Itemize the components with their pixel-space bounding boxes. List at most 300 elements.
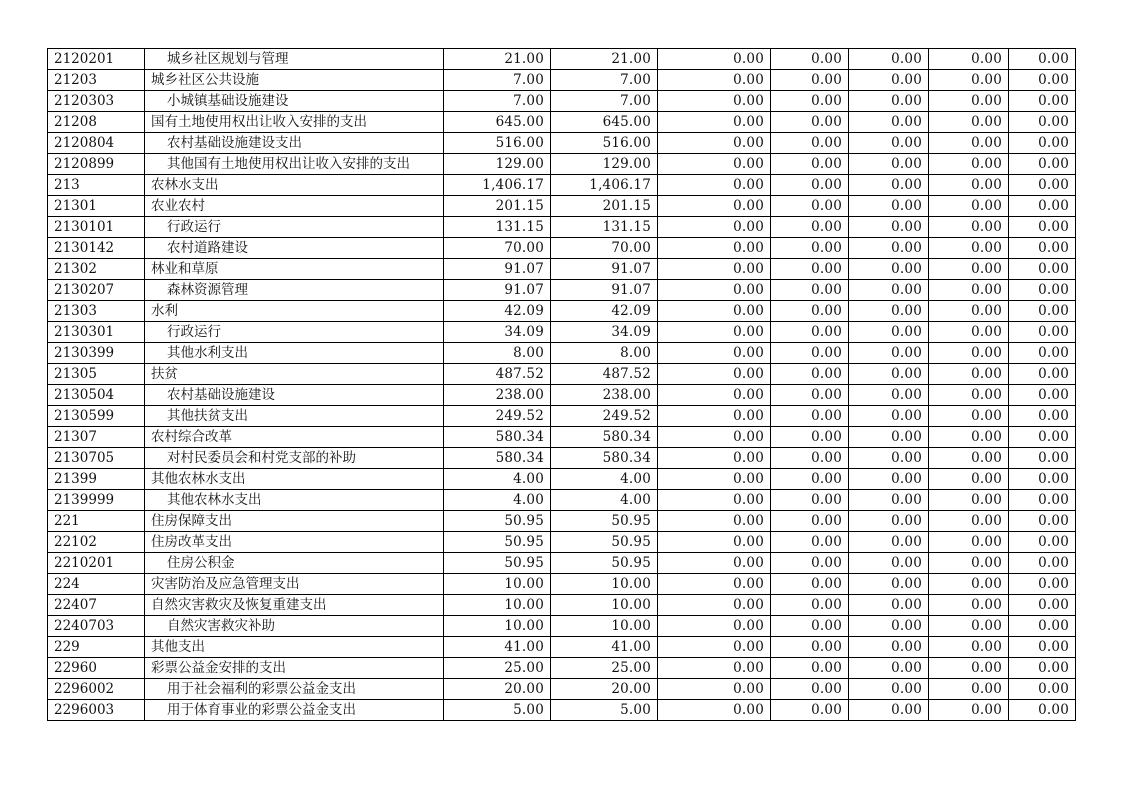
table-row [48,448,1076,469]
amount-cell: 0.00 [1009,133,1076,154]
table-row [48,259,1076,280]
subject-name-cell: 森林资源管理 [145,280,444,301]
amount-cell: 0.00 [849,637,929,658]
amount-cell: 0.00 [771,637,849,658]
amount-cell: 20.00 [551,679,658,700]
subject-name-cell: 城乡社区公共设施 [145,70,444,91]
amount-cell: 0.00 [771,406,849,427]
amount-cell: 0.00 [849,406,929,427]
amount-cell: 645.00 [444,112,551,133]
amount-cell: 0.00 [1009,238,1076,259]
amount-cell: 0.00 [929,364,1009,385]
subject-code-cell: 2130705 [48,448,145,469]
amount-cell: 70.00 [444,238,551,259]
subject-code-cell: 21399 [48,469,145,490]
subject-name-cell: 农村基础设施建设 [145,385,444,406]
amount-cell: 0.00 [658,112,771,133]
amount-cell: 0.00 [929,469,1009,490]
amount-cell: 0.00 [658,259,771,280]
subject-name-cell: 小城镇基础设施建设 [145,91,444,112]
subject-name-cell: 对村民委员会和村党支部的补助 [145,448,444,469]
amount-cell: 0.00 [658,616,771,637]
amount-cell: 4.00 [551,469,658,490]
subject-name-cell: 住房保障支出 [145,511,444,532]
table-row [48,490,1076,511]
table-row [48,406,1076,427]
subject-code-cell: 22102 [48,532,145,553]
amount-cell: 0.00 [658,511,771,532]
amount-cell: 131.15 [444,217,551,238]
amount-cell: 0.00 [849,49,929,70]
amount-cell: 0.00 [771,70,849,91]
amount-cell: 0.00 [658,91,771,112]
amount-cell: 201.15 [444,196,551,217]
amount-cell: 0.00 [849,154,929,175]
table-row [48,700,1076,721]
amount-cell: 41.00 [444,637,551,658]
amount-cell: 0.00 [929,658,1009,679]
budget-expenditure-table [47,48,1076,721]
amount-cell: 0.00 [849,259,929,280]
amount-cell: 0.00 [658,49,771,70]
amount-cell: 0.00 [929,427,1009,448]
subject-name-cell: 其他农林水支出 [145,490,444,511]
amount-cell: 0.00 [658,196,771,217]
subject-name-cell: 住房公积金 [145,553,444,574]
amount-cell: 42.09 [551,301,658,322]
amount-cell: 50.95 [444,532,551,553]
subject-name-cell: 灾害防治及应急管理支出 [145,574,444,595]
amount-cell: 50.95 [444,511,551,532]
amount-cell: 7.00 [444,91,551,112]
amount-cell: 0.00 [849,616,929,637]
amount-cell: 0.00 [1009,658,1076,679]
amount-cell: 25.00 [551,658,658,679]
amount-cell: 0.00 [658,490,771,511]
amount-cell: 0.00 [1009,427,1076,448]
amount-cell: 0.00 [929,217,1009,238]
amount-cell: 0.00 [929,259,1009,280]
amount-cell: 0.00 [929,49,1009,70]
amount-cell: 50.95 [444,553,551,574]
amount-cell: 0.00 [771,259,849,280]
amount-cell: 0.00 [771,553,849,574]
subject-name-cell: 其他水利支出 [145,343,444,364]
amount-cell: 0.00 [849,574,929,595]
amount-cell: 238.00 [551,385,658,406]
amount-cell: 0.00 [658,385,771,406]
subject-name-cell: 其他扶贫支出 [145,406,444,427]
amount-cell: 0.00 [771,280,849,301]
amount-cell: 0.00 [929,406,1009,427]
amount-cell: 10.00 [444,616,551,637]
table-row [48,679,1076,700]
subject-code-cell: 21305 [48,364,145,385]
subject-name-cell: 农林水支出 [145,175,444,196]
subject-code-cell: 2120899 [48,154,145,175]
amount-cell: 0.00 [658,301,771,322]
amount-cell: 10.00 [444,574,551,595]
amount-cell: 0.00 [1009,364,1076,385]
amount-cell: 20.00 [444,679,551,700]
table-row [48,616,1076,637]
amount-cell: 8.00 [444,343,551,364]
amount-cell: 487.52 [551,364,658,385]
table-row [48,133,1076,154]
amount-cell: 0.00 [929,637,1009,658]
amount-cell: 0.00 [849,70,929,91]
table-row [48,112,1076,133]
amount-cell: 0.00 [658,343,771,364]
table-row [48,385,1076,406]
amount-cell: 0.00 [771,385,849,406]
amount-cell: 0.00 [1009,532,1076,553]
amount-cell: 0.00 [1009,406,1076,427]
amount-cell: 5.00 [444,700,551,721]
table-row [48,217,1076,238]
amount-cell: 0.00 [771,490,849,511]
amount-cell: 0.00 [1009,280,1076,301]
amount-cell: 0.00 [771,112,849,133]
amount-cell: 0.00 [849,385,929,406]
subject-code-cell: 22407 [48,595,145,616]
amount-cell: 0.00 [1009,301,1076,322]
amount-cell: 0.00 [771,364,849,385]
amount-cell: 0.00 [658,175,771,196]
amount-cell: 0.00 [849,175,929,196]
amount-cell: 0.00 [771,700,849,721]
table-row [48,280,1076,301]
amount-cell: 0.00 [1009,490,1076,511]
amount-cell: 0.00 [1009,196,1076,217]
amount-cell: 0.00 [849,448,929,469]
amount-cell: 0.00 [1009,469,1076,490]
amount-cell: 0.00 [658,406,771,427]
amount-cell: 21.00 [551,49,658,70]
amount-cell: 0.00 [1009,49,1076,70]
subject-code-cell: 21301 [48,196,145,217]
amount-cell: 0.00 [929,385,1009,406]
table-row [48,658,1076,679]
amount-cell: 1,406.17 [551,175,658,196]
amount-cell: 0.00 [929,679,1009,700]
table-row [48,196,1076,217]
amount-cell: 0.00 [929,532,1009,553]
amount-cell: 0.00 [849,112,929,133]
amount-cell: 0.00 [849,490,929,511]
amount-cell: 0.00 [771,448,849,469]
amount-cell: 0.00 [771,574,849,595]
amount-cell: 0.00 [658,637,771,658]
amount-cell: 0.00 [849,553,929,574]
amount-cell: 0.00 [849,427,929,448]
subject-name-cell: 行政运行 [145,217,444,238]
amount-cell: 0.00 [849,217,929,238]
amount-cell: 0.00 [658,532,771,553]
amount-cell: 0.00 [771,511,849,532]
amount-cell: 0.00 [1009,700,1076,721]
subject-name-cell: 农村综合改革 [145,427,444,448]
subject-name-cell: 住房改革支出 [145,532,444,553]
amount-cell: 0.00 [658,553,771,574]
amount-cell: 0.00 [929,91,1009,112]
amount-cell: 0.00 [929,154,1009,175]
table-row [48,427,1076,448]
amount-cell: 91.07 [444,280,551,301]
amount-cell: 0.00 [849,301,929,322]
amount-cell: 0.00 [929,133,1009,154]
amount-cell: 0.00 [658,364,771,385]
amount-cell: 0.00 [849,91,929,112]
amount-cell: 0.00 [1009,679,1076,700]
amount-cell: 0.00 [929,280,1009,301]
amount-cell: 0.00 [849,700,929,721]
amount-cell: 0.00 [1009,595,1076,616]
amount-cell: 0.00 [771,217,849,238]
subject-code-cell: 2120804 [48,133,145,154]
amount-cell: 34.09 [551,322,658,343]
amount-cell: 0.00 [658,217,771,238]
subject-name-cell: 自然灾害救灾及恢复重建支出 [145,595,444,616]
subject-code-cell: 2120201 [48,49,145,70]
amount-cell: 7.00 [551,70,658,91]
subject-code-cell: 22960 [48,658,145,679]
amount-cell: 91.07 [551,259,658,280]
amount-cell: 41.00 [551,637,658,658]
amount-cell: 0.00 [1009,448,1076,469]
amount-cell: 0.00 [849,322,929,343]
amount-cell: 131.15 [551,217,658,238]
amount-cell: 0.00 [658,238,771,259]
amount-cell: 0.00 [658,133,771,154]
subject-code-cell: 229 [48,637,145,658]
amount-cell: 50.95 [551,553,658,574]
amount-cell: 249.52 [444,406,551,427]
amount-cell: 0.00 [849,658,929,679]
amount-cell: 201.15 [551,196,658,217]
table-body [48,49,1076,721]
amount-cell: 0.00 [1009,637,1076,658]
amount-cell: 34.09 [444,322,551,343]
subject-name-cell: 用于体育事业的彩票公益金支出 [145,700,444,721]
amount-cell: 4.00 [551,490,658,511]
subject-name-cell: 农业农村 [145,196,444,217]
subject-code-cell: 2210201 [48,553,145,574]
table-row [48,343,1076,364]
subject-code-cell: 2120303 [48,91,145,112]
amount-cell: 580.34 [551,448,658,469]
subject-code-cell: 2296002 [48,679,145,700]
amount-cell: 0.00 [849,343,929,364]
amount-cell: 4.00 [444,469,551,490]
subject-code-cell: 21302 [48,259,145,280]
subject-name-cell: 其他支出 [145,637,444,658]
table-row [48,637,1076,658]
subject-code-cell: 2130142 [48,238,145,259]
subject-code-cell: 2240703 [48,616,145,637]
amount-cell: 0.00 [1009,616,1076,637]
subject-name-cell: 扶贫 [145,364,444,385]
subject-code-cell: 2296003 [48,700,145,721]
amount-cell: 0.00 [771,679,849,700]
amount-cell: 129.00 [444,154,551,175]
amount-cell: 0.00 [849,469,929,490]
amount-cell: 0.00 [658,574,771,595]
amount-cell: 0.00 [658,70,771,91]
table-row [48,574,1076,595]
subject-name-cell: 其他国有土地使用权出让收入安排的支出 [145,154,444,175]
amount-cell: 5.00 [551,700,658,721]
amount-cell: 0.00 [929,448,1009,469]
amount-cell: 4.00 [444,490,551,511]
amount-cell: 0.00 [849,238,929,259]
amount-cell: 516.00 [551,133,658,154]
amount-cell: 0.00 [929,553,1009,574]
amount-cell: 0.00 [1009,70,1076,91]
subject-name-cell: 行政运行 [145,322,444,343]
amount-cell: 0.00 [771,427,849,448]
subject-name-cell: 城乡社区规划与管理 [145,49,444,70]
amount-cell: 0.00 [929,490,1009,511]
amount-cell: 0.00 [849,280,929,301]
amount-cell: 0.00 [929,343,1009,364]
amount-cell: 0.00 [658,448,771,469]
amount-cell: 0.00 [849,532,929,553]
subject-code-cell: 2130399 [48,343,145,364]
amount-cell: 0.00 [771,238,849,259]
subject-code-cell: 2139999 [48,490,145,511]
amount-cell: 0.00 [849,511,929,532]
subject-name-cell: 自然灾害救灾补助 [145,616,444,637]
subject-code-cell: 2130301 [48,322,145,343]
amount-cell: 0.00 [929,511,1009,532]
amount-cell: 0.00 [929,595,1009,616]
amount-cell: 0.00 [929,112,1009,133]
amount-cell: 0.00 [929,70,1009,91]
subject-name-cell: 水利 [145,301,444,322]
table-row [48,469,1076,490]
amount-cell: 0.00 [1009,343,1076,364]
subject-name-cell: 用于社会福利的彩票公益金支出 [145,679,444,700]
amount-cell: 0.00 [929,301,1009,322]
amount-cell: 0.00 [658,280,771,301]
amount-cell: 0.00 [771,343,849,364]
amount-cell: 129.00 [551,154,658,175]
subject-name-cell: 农村道路建设 [145,238,444,259]
amount-cell: 0.00 [658,595,771,616]
amount-cell: 0.00 [929,700,1009,721]
amount-cell: 1,406.17 [444,175,551,196]
amount-cell: 0.00 [849,133,929,154]
amount-cell: 0.00 [771,133,849,154]
amount-cell: 0.00 [1009,91,1076,112]
table-row [48,238,1076,259]
amount-cell: 7.00 [551,91,658,112]
table-row [48,49,1076,70]
amount-cell: 0.00 [1009,385,1076,406]
amount-cell: 0.00 [771,532,849,553]
amount-cell: 0.00 [929,238,1009,259]
amount-cell: 10.00 [551,595,658,616]
table-row [48,553,1076,574]
amount-cell: 0.00 [771,91,849,112]
amount-cell: 0.00 [771,175,849,196]
amount-cell: 91.07 [551,280,658,301]
amount-cell: 0.00 [1009,259,1076,280]
subject-code-cell: 2130101 [48,217,145,238]
amount-cell: 0.00 [658,427,771,448]
amount-cell: 91.07 [444,259,551,280]
amount-cell: 0.00 [1009,112,1076,133]
subject-code-cell: 2130599 [48,406,145,427]
amount-cell: 0.00 [1009,574,1076,595]
subject-code-cell: 224 [48,574,145,595]
amount-cell: 0.00 [658,658,771,679]
table-row [48,511,1076,532]
amount-cell: 0.00 [771,196,849,217]
amount-cell: 10.00 [551,616,658,637]
amount-cell: 0.00 [929,196,1009,217]
amount-cell: 487.52 [444,364,551,385]
amount-cell: 25.00 [444,658,551,679]
amount-cell: 42.09 [444,301,551,322]
amount-cell: 70.00 [551,238,658,259]
amount-cell: 516.00 [444,133,551,154]
amount-cell: 645.00 [551,112,658,133]
amount-cell: 0.00 [849,364,929,385]
amount-cell: 0.00 [771,49,849,70]
amount-cell: 0.00 [771,322,849,343]
subject-code-cell: 213 [48,175,145,196]
amount-cell: 0.00 [771,616,849,637]
amount-cell: 0.00 [658,154,771,175]
table-row [48,70,1076,91]
amount-cell: 0.00 [1009,175,1076,196]
amount-cell: 0.00 [771,658,849,679]
subject-code-cell: 2130504 [48,385,145,406]
amount-cell: 0.00 [1009,553,1076,574]
subject-name-cell: 其他农林水支出 [145,469,444,490]
amount-cell: 10.00 [444,595,551,616]
amount-cell: 0.00 [658,469,771,490]
table-row [48,91,1076,112]
amount-cell: 50.95 [551,532,658,553]
amount-cell: 0.00 [1009,511,1076,532]
subject-code-cell: 21208 [48,112,145,133]
amount-cell: 10.00 [551,574,658,595]
table-row [48,154,1076,175]
amount-cell: 0.00 [658,679,771,700]
amount-cell: 0.00 [658,700,771,721]
amount-cell: 0.00 [771,469,849,490]
amount-cell: 580.34 [551,427,658,448]
amount-cell: 0.00 [658,322,771,343]
subject-code-cell: 21303 [48,301,145,322]
table-row [48,532,1076,553]
amount-cell: 238.00 [444,385,551,406]
subject-code-cell: 2130207 [48,280,145,301]
table-row [48,322,1076,343]
amount-cell: 0.00 [771,301,849,322]
subject-name-cell: 农村基础设施建设支出 [145,133,444,154]
subject-name-cell: 林业和草原 [145,259,444,280]
amount-cell: 0.00 [929,175,1009,196]
amount-cell: 0.00 [771,154,849,175]
amount-cell: 0.00 [929,616,1009,637]
amount-cell: 0.00 [1009,154,1076,175]
amount-cell: 0.00 [929,322,1009,343]
subject-code-cell: 21203 [48,70,145,91]
